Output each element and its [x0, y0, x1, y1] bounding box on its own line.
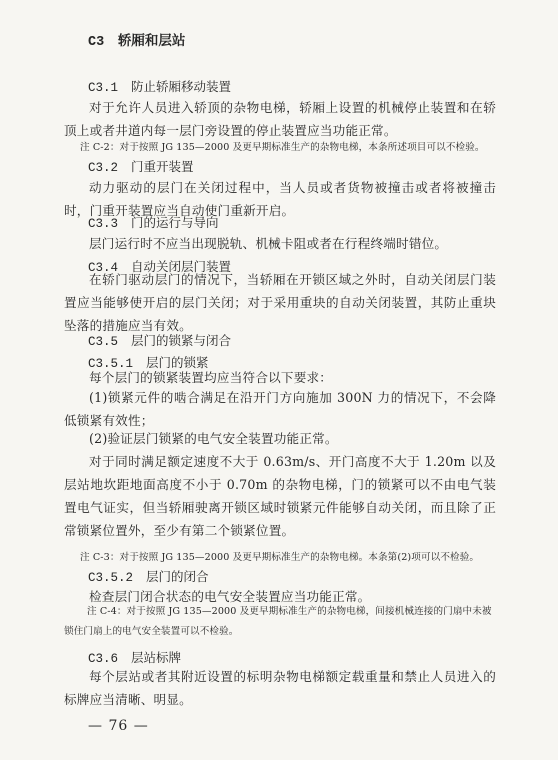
clause-number: C3.6 — [88, 652, 119, 666]
section-number: C3 — [88, 35, 105, 50]
clause-title: 自动关闭层门装置 — [131, 259, 232, 274]
clause-number: C3.2 — [88, 161, 119, 175]
note-c-3: 注 C-3：对于按照 JG 135—2000 及更早期标准生产的杂物电梯。本条第(2)项可以不检验。 — [80, 552, 480, 563]
clause-number: C3.3 — [88, 217, 119, 231]
clause-number: C3.5.2 — [88, 571, 134, 585]
clause-heading-c3-5 — [88, 331, 520, 349]
clause-number: C3.1 — [88, 81, 119, 95]
clause-heading-c3-5-2 — [88, 567, 520, 585]
clause-text-c3-1: 对于允许人员进入轿顶的杂物电梯，轿厢上设置的机械停止装置和在轿顶上或者井道内每一层门旁设置的停止装置应当功能正常。 — [64, 100, 496, 138]
clause-title: 层门的锁紧 — [146, 355, 209, 370]
clause-title: 层站标牌 — [131, 650, 182, 665]
clause-heading-c3-3 — [88, 213, 520, 231]
list-item-1: (1)锁紧元件的啮合满足在沿开门方向施加 300N 力的情况下，不会降低锁紧有效性； — [64, 390, 496, 428]
page-number: — 76 — — [88, 718, 149, 734]
section-title: 轿厢和层站 — [117, 33, 186, 49]
clause-heading-c3-2 — [88, 157, 520, 175]
clause-title: 门重开装置 — [131, 159, 194, 174]
clause-text-c3-6: 每个层站或者其附近设置的标明杂物电梯额定载重量和禁止人员进入的标牌应当清晰、明显。 — [64, 669, 496, 707]
clause-heading-c3-1 — [88, 77, 520, 95]
clause-text-c3-2: 动力驱动的层门在关闭过程中，当人员或者货物被撞击或者将被撞击时，门重开装置应当自动使门重新开启。 — [64, 180, 496, 218]
clause-text-c3-5-2: 检查层门闭合状态的电气安全装置应当功能正常。 — [89, 589, 371, 604]
clause-number: C3.5.1 — [88, 357, 134, 371]
clause-intro-c3-5-1: 每个层门的锁紧装置均应当符合以下要求： — [89, 370, 333, 385]
clause-number: C3.4 — [88, 261, 119, 275]
clause-title: 防止轿厢移动装置 — [131, 79, 232, 94]
section-heading-c3 — [88, 29, 520, 50]
note-c-2: 注 C-2：对于按照 JG 135—2000 及更早期标准生产的杂物电梯，本条所述项目可以不检验。 — [80, 142, 485, 153]
clause-title: 层门的锁紧与闭合 — [131, 333, 232, 348]
clause-heading-c3-6 — [88, 648, 520, 666]
clause-text-c3-3: 层门运行时不应当出现脱轨、机械卡阻或者在行程终端时错位。 — [89, 236, 448, 251]
clause-text-c3-4: 在轿门驱动层门的情况下，当轿厢在开锁区域之外时，自动关闭层门装置应当能够使开启的层门关闭；对于采用重块的自动关闭装置，其防止重块坠落的措施应当有效。 — [64, 272, 496, 333]
list-item-2: (2)验证层门锁紧的电气安全装置功能正常。 — [89, 431, 338, 446]
clause-number: C3.5 — [88, 335, 119, 349]
clause-title: 门的运行与导向 — [131, 215, 219, 230]
clause-text-c3-5-1: 对于同时满足额定速度不大于 0.63m/s、开门高度不大于 1.20m 以及层站地坎距地面高度不小于 0.70m 的杂物电梯，门的锁紧可以不由电气装置电气证实，但当轿厢驶离开锁区域时锁紧元件能够自动关闭，而且除了正常锁紧位置外，至少有第二个锁紧位置。 — [64, 454, 496, 538]
note-c-4: 注 C-4：对于按照 JG 135—2000 及更早期标准生产的杂物电梯，间接机械连接的门扇中未被锁住门扇上的电气安全装置可以不检验。 — [64, 606, 492, 637]
clause-title: 层门的闭合 — [146, 569, 209, 584]
